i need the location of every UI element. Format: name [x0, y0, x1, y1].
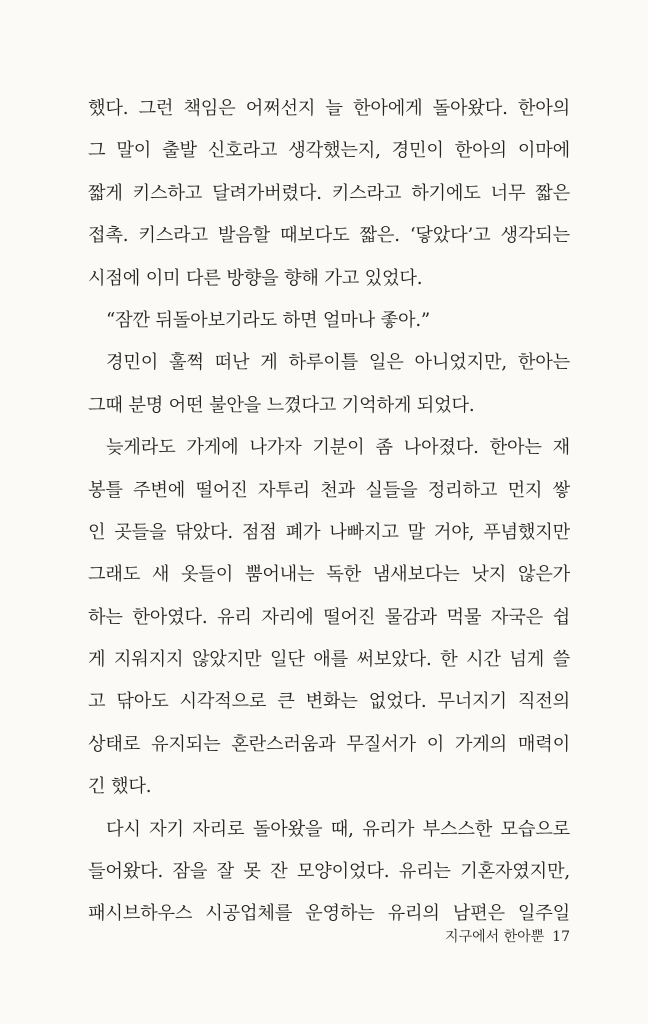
text-line: 게 지워지지 않았지만 일단 애를 써보았다. 한 시간 넘게 쓸: [88, 649, 570, 671]
text-line: 패시브하우스 시공업체를 운영하는 유리의 남편은 일주일: [88, 903, 570, 925]
page-number: 17: [552, 929, 570, 945]
text-line: 들어왔다. 잠을 잘 못 잔 모양이었다. 유리는 기혼자였지만,: [88, 861, 570, 883]
running-title: 지구에서 한아뿐: [445, 929, 545, 945]
text-line: 짧게 키스하고 달려가버렸다. 키스라고 하기에도 너무 짧은: [88, 182, 570, 204]
body-text: [88, 88, 570, 936]
text-line: 했다. 그런 책임은 어쩌선지 늘 한아에게 돌아왔다. 한아의: [88, 98, 570, 119]
text-line: 그래도 새 옷들이 뿜어내는 독한 냄새보다는 낫지 않은가: [88, 564, 570, 586]
text-line: 경민이 훌쩍 떠난 게 하루이틀 일은 아니었지만, 한아는: [106, 352, 570, 374]
text-line: 상태로 유지되는 혼란스러움과 무질서가 이 가게의 매력이: [88, 733, 570, 755]
text-line: 그 말이 출발 신호라고 생각했는지, 경민이 한아의 이마에: [88, 140, 570, 162]
text-line: 고 닦아도 시각적으로 큰 변화는 없었다. 무너지기 직전의: [88, 691, 570, 713]
text-line: 인 곳들을 닦았다. 점점 폐가 나빠지고 말 거야, 푸념했지만: [88, 521, 570, 543]
text-line: 다시 자기 자리로 돌아왔을 때, 유리가 부스스한 모습으로: [106, 818, 570, 840]
text-line: 시점에 이미 다른 방향을 향해 가고 있었다.: [88, 267, 423, 289]
text-line: 봉틀 주변에 떨어진 자투리 천과 실들을 정리하고 먼지 쌓: [88, 479, 570, 501]
text-line: 늦게라도 가게에 나가자 기분이 좀 나아졌다. 한아는 재: [106, 437, 570, 459]
text-line: “잠깐 뒤돌아보기라도 하면 얼마나 좋아.”: [106, 309, 431, 331]
text-line: 긴 했다.: [88, 776, 152, 798]
text-line: 그때 분명 어떤 불안을 느꼈다고 기억하게 되었다.: [88, 394, 475, 416]
text-line: 하는 한아였다. 유리 자리에 떨어진 물감과 먹물 자국은 쉽: [88, 606, 570, 628]
page-footer: [445, 926, 570, 946]
text-line: 접촉. 키스라고 발음할 때보다도 짧은. ‘닿았다’고 생각되는: [88, 225, 570, 247]
